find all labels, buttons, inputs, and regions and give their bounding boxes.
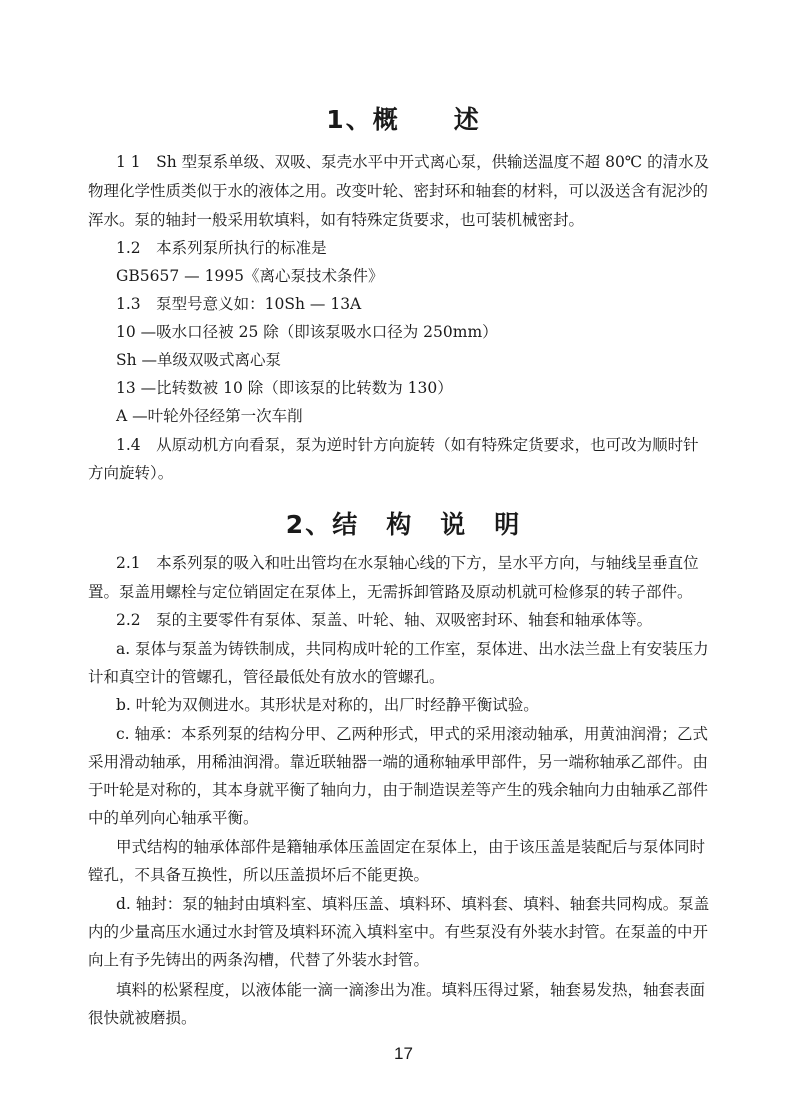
paragraph-line: c. 轴承：本系列泵的结构分甲、乙两种形式，甲式的采用滚动轴承，用黄油润滑；乙式 <box>116 725 709 743</box>
paragraph-line: 物理化学性质类似于水的液体之用。改变叶轮、密封环和轴套的材料，可以汲送含有泥沙的 <box>88 182 709 200</box>
paragraph-line: GB5657 — 1995《离心泵技术条件》 <box>116 267 384 285</box>
paragraph-line: 1 1 Sh 型泵系单级、双吸、泵壳水平中开式离心泵，供输送温度不超 80℃ 的清水及 <box>116 153 710 171</box>
section-2-heading: 2、结 构 说 明 <box>285 510 522 539</box>
paragraph-line: 填料的松紧程度，以液体能一滴一滴渗出为准。填料压得过紧，轴套易发热，轴套表面 <box>116 981 706 999</box>
paragraph-line: 于叶轮是对称的，其本身就平衡了轴向力，由于制造误差等产生的残余轴向力由轴承乙部件 <box>88 781 709 799</box>
section-1-heading: 1、概 述 <box>326 105 481 134</box>
paragraph-line: d. 轴封：泵的轴封由填料室、填料压盖、填料环、填料套、填料、轴套共同构成。泵盖 <box>116 895 710 913</box>
paragraph-line: 2.2 泵的主要零件有泵体、泵盖、叶轮、轴、双吸密封环、轴套和轴承体等。 <box>116 611 653 629</box>
paragraph-line: 置。泵盖用螺栓与定位销固定在泵体上，无需拆卸管路及原动机就可检修泵的转子部件。 <box>88 583 693 601</box>
paragraph-line: 向上有予先铸出的两条沟槽，代替了外装水封管。 <box>88 951 430 969</box>
paragraph-line: 计和真空计的管螺孔，管径最低处有放水的管螺孔。 <box>88 668 445 686</box>
paragraph-line: 10 —吸水口径被 25 除（即该泵吸水口径为 250mm） <box>116 323 498 341</box>
paragraph-line: a. 泵体与泵盖为铸铁制成，共同构成叶轮的工作室，泵体进、出水法兰盘上有安装压力 <box>116 640 709 658</box>
paragraph-line: 方向旋转）。 <box>88 464 174 482</box>
paragraph-line: 内的少量高压水通过水封管及填料环流入填料室中。有些泵没有外装水封管。在泵盖的中开 <box>88 923 709 941</box>
page-number: 17 <box>394 1044 413 1063</box>
paragraph-line: 浑水。泵的轴封一般采用软填料，如有特殊定货要求，也可装机械密封。 <box>88 211 585 229</box>
paragraph-line: A —叶轮外径经第一次车削 <box>116 407 303 425</box>
paragraph-line: Sh —单级双吸式离心泵 <box>116 351 282 369</box>
paragraph-line: 采用滑动轴承，用稀油润滑。靠近联轴器一端的通称轴承甲部件，另一端称轴承乙部件。由 <box>88 753 709 771</box>
paragraph-line: 13 —比转数被 10 除（即该泵的比转数为 130） <box>116 379 453 397</box>
paragraph-line: 中的单列向心轴承平衡。 <box>88 809 259 827</box>
paragraph-line: 1.2 本系列泵所执行的标准是 <box>116 239 327 257</box>
paragraph-line: 2.1 本系列泵的吸入和吐出管均在水泵轴心线的下方，呈水平方向，与轴线呈垂直位 <box>116 554 699 572</box>
paragraph-line: b. 叶轮为双侧进水。其形状是对称的，出厂时经静平衡试验。 <box>116 696 539 714</box>
paragraph-line: 很快就被磨损。 <box>88 1009 197 1027</box>
paragraph-line: 甲式结构的轴承体部件是籍轴承体压盖固定在泵体上，由于该压盖是装配后与泵体同时 <box>116 838 706 856</box>
paragraph-line: 1.3 泵型号意义如：10Sh — 13A <box>116 295 362 313</box>
paragraph-line: 1.4 从原动机方向看泵，泵为逆时针方向旋转（如有特殊定货要求，也可改为顺时针 <box>116 436 699 454</box>
paragraph-line: 镗孔，不具备互换性，所以压盖损坏后不能更换。 <box>88 866 430 884</box>
